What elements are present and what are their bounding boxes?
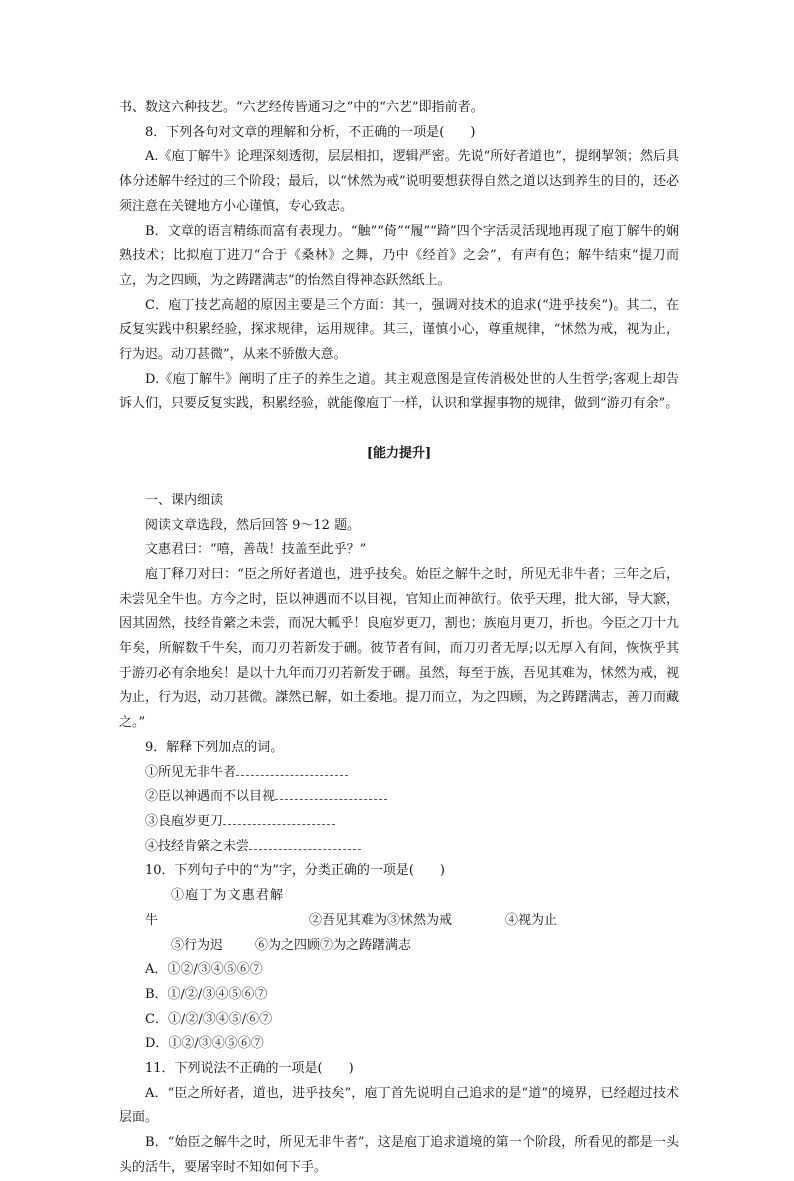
q9-stem: 9．解释下列加点的词。 [145, 739, 284, 755]
answer-blank[interactable] [249, 835, 361, 850]
q8-option-d: D.《庖丁解牛》阐明了庄子的养生之道。其主观意图是宣传消极处世的人生哲学;客观上却告诉人们，只要反复实践，积累经验，就能像庖丁一样，认识和掌握事物的规律，做到“游刃有余”。 [119, 371, 679, 412]
q10-sentences-row2 [119, 934, 679, 959]
q10-sentence-2: ②吾见其难为③怵然为戒 [309, 912, 453, 928]
q10-option-b[interactable]: B．①/②/③④⑤⑥⑦ [145, 986, 268, 1002]
q9-item-text: ④技经肯綮之未尝 [145, 838, 250, 854]
reading-passage: 庖丁释刀对曰：“臣之所好者道也，进乎技矣。始臣之解牛之时，所见无非牛者；三年之后，未尝见全牛也。方今之时，臣以神遇而不以目视，官知止而神欲行。依乎天理，批大郤，导大窾，因其固然，技经肯綮之未尝，而况大軱乎！良庖岁更刀，割也；族庖月更刀，折也。今臣之刀十九年矣，所解数千牛矣，而刀刃若新发于硎。彼节者有间，而刀刃者无厚;以无厚入有间，恢恢乎其于游刃必有余地矣！是以十九年而刀刃若新发于硎。虽然，每至于族，吾见其难为，怵然为戒，视为止，行为迟，动刀甚微。謋然已解，如土委地。提刀而立，为之四顾，为之踌躇满志，善刀而藏之。” [119, 566, 679, 731]
answer-blank[interactable] [236, 761, 348, 776]
q11-stem: 11．下列说法不正确的一项是( ) [145, 1061, 354, 1077]
q10-sentence-5: ⑥为之四顾⑦为之踌躇满志 [255, 937, 412, 953]
q10-sentence-4: ⑤行为迟 [171, 937, 224, 953]
q10-option-c[interactable]: C．①/②/③④⑤/⑥⑦ [145, 1011, 273, 1027]
q10-sentence-1: ①庖丁为文惠君解牛 [145, 888, 283, 928]
part1-title: 一、课内细读 [145, 492, 224, 508]
q9-item-text: ②臣以神遇而不以目视 [145, 789, 276, 805]
q10-option-d[interactable]: D．①②/③④⑤⑥⑦ [145, 1036, 264, 1052]
q10-stem: 10．下列句子中的“为”字，分类正确的一项是( ) [145, 863, 445, 879]
intro-line: 书、数这六种技艺。“六艺经传皆通习之”中的“六艺”即指前者。 [119, 100, 484, 115]
q8-option-b: B．文章的语言精练而富有表现力。“触”“倚”“履”“踦”四个字活灵活现地再现了庖丁解牛的娴熟技术；比拟庖丁进刀“合于《桑林》之舞，乃中《经首》之会”，有声有色；解牛结束“提刀而立，为之四顾，为之踌躇满志”的怡然自得神态跃然纸上。 [119, 223, 679, 288]
q8-option-a: A.《庖丁解牛》论理深刻透彻，层层相扣，逻辑严密。先说“所好者道也”，提纲挈领；然后具体分述解牛经过的三个阶段；最后，以“怵然为戒”说明要想获得自然之道以达到养生的目的，还必须注意在关键地方小心谨慎，专心致志。 [119, 149, 679, 214]
q9-item-2 [119, 785, 679, 810]
q9-item-3 [119, 810, 679, 835]
q9-item-1 [119, 761, 679, 786]
q10-sentence-3: ④视为止 [505, 912, 558, 928]
q10-sentences-row1 [119, 884, 679, 933]
section-title: [能力提升] [366, 446, 432, 462]
q9-item-4 [119, 835, 679, 860]
q10-option-a[interactable]: A．①②/③④⑤⑥⑦ [145, 962, 263, 978]
q9-item-text: ①所见无非牛者 [145, 764, 237, 780]
reading-instruction: 阅读文章选段，然后回答 9～12 题。 [145, 517, 361, 533]
q11-option-b: B．“始臣之解牛之时，所见无非牛者”，这是庖丁追求道境的第一个阶段，所看见的都是一头头的活牛，要屠宰时不知如何下手。 [119, 1135, 679, 1175]
answer-blank[interactable] [223, 810, 335, 825]
document-content [119, 96, 679, 1181]
wenhuijun-line: 文惠君曰：“嘻，善哉！技盖至此乎？” [145, 542, 367, 558]
q8-stem: 8．下列各句对文章的理解和分析，不正确的一项是( ) [145, 124, 476, 140]
q9-item-text: ③良庖岁更刀 [145, 813, 224, 829]
q8-option-c: C．庖丁技艺高超的原因主要是三个方面：其一，强调对技术的追求(“进乎技矣”)。其二，在反复实践中积累经验，探求规律，运用规律。其三，谨慎小心，尊重规律，“怵然为戒，视为止，行为迟。动刀甚微”，从来不骄傲大意。 [119, 297, 679, 363]
answer-blank[interactable] [275, 785, 387, 800]
q11-option-a: A．“臣之所好者，道也，进乎技矣”，庖丁首先说明自己追求的是“道”的境界，已经超过技术层面。 [119, 1085, 679, 1126]
